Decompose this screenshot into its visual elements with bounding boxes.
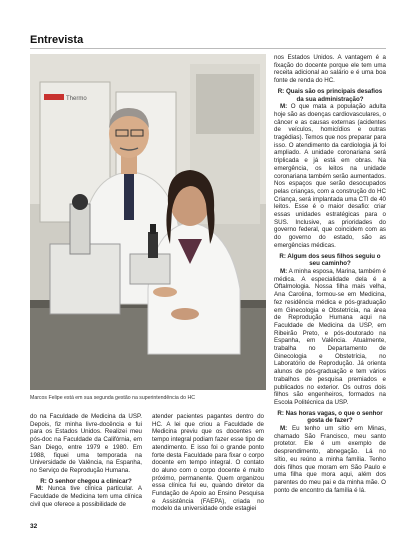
speaker-mark: M: [36,485,44,493]
interview-photo [30,54,266,390]
speaker-mark: M: [280,267,288,275]
answer-clinic [30,485,142,508]
section-label: Entrevista [30,34,84,46]
question-children: R: Algum dos seus filhos seguiu o seu caminho? [279,252,381,268]
speaker-mark: M: [280,103,288,111]
bottom-middle-column [152,413,264,513]
lab-scene-illustration [30,54,266,390]
answer-challenges [274,103,386,249]
answer-children [274,268,386,407]
photo-caption: Marcos Felipe está em sua segunda gestão na superintendência do HC [30,395,195,401]
right-column [274,54,386,494]
page-number: 32 [30,523,38,530]
answer-text: A minha esposa, Marina, também é médica. A especialidade dela é a Oftalmologia. Nossa filha mais velha, Ana Carolina, formou-se em Medicina, fez residência médica e pós-graduação em Ginecologia e Obstetrícia, na área de Reprodução Humana aqui na Faculdade de Medicina da USP, em Ribeirão Preto, e pós-doutorado na Espanha, em Valência. Atualmente, trabalha no Departamento de Ginecologia e Obstetrícia, no Laboratório de Reprodução. Já orienta alunos de pós-graduação e tem vários trabalhos de pesquisa premiados e publicados no exterior. Os outros dois filhos são engenheiros, formados na Escola Politécnica da USP. [274,267,386,406]
bottom-left-column [30,413,142,508]
speaker-mark: M: [280,425,288,433]
middle-column-text: atender pacientes pagantes dentro do HC. A lei que criou a Faculdade de Medicina previu que os docentes em tempo integral podiam fazer esse tipo de atendimento. E isso foi o grande ponto forte desta Faculdade para fixar o corpo docente em tempo integral. O contato do aluno com o corpo docente é muito próximo, permanente. Quem organizou essa clínica fui eu, quando diretor da Fundação de Apoio ao Ensino Pesquisa e Assistência (FAEPA), criada no modelo da universidade onde estagiei [152,413,264,513]
answer-text: Eu tenho um sítio em Minas, chamado São Francisco, meu santo protetor. Ele é um exemplo de desprendimento, abnegação. Lá no sítio, eu reúno a minha família. Tenho dois filhos que moram em São Paulo e uma filha que mora aqui, além dos parentes do meu pai e da minha mãe. O ponto de encontro da família é lá. [274,425,386,494]
right-column-intro: nos Estados Unidos. A vantagem é a fixação do docente porque ele tem uma receita adicional ao salário e é uma boa fonte de renda do HC. [274,54,386,85]
question-free-time: R: Nas horas vagas, o que o senhor gosta de fazer? [277,409,383,425]
question-challenges: R: Quais são os principais desafios da sua administração? [277,87,383,103]
section-divider [30,48,386,49]
question-clinic: R: O senhor chegou a clinicar? [40,477,132,485]
left-column-intro: do na Faculdade de Medicina da USP. Depois, fiz minha livre-docência e fui para os Estados Unidos. Realizei meu pós-doc na Faculdade da Califórnia, em San Diego, entre 1979 e 1980. Em 1988, fiquei uma temporada na Universidade de Valência, na Espanha, no Serviço de Reprodução Humana. [30,413,142,474]
answer-text: Nunca tive clínica particular. A Faculdade de Medicina tem uma clínica civil que oferece a possibilidade de [30,485,142,508]
answer-free-time [274,425,386,494]
equipment-label: Thermo [66,96,87,102]
answer-text: O que mata a população adulta hoje são as doenças cardiovasculares, o câncer e as causas externas (acidentes de veículos, homicídios e outras tragédias). Temos que nos preparar para isso. O atendimento da cardiologia já foi ampliado. A unidade coronariana será triplicada e já está em obras. Na emergência, os leitos na unidade coronariana também serão aumentados. Nos espaços que serão desocupados pelas crianças, com a construção do HC Criança, será implantada uma CTI de 40 leitos. Esse é o maior desafio: criar essas unidades estratégicas para o SUS. Inclusive, as prioridades do governo federal, que coincidem com as do governo do estado, são as emergências médicas. [274,103,387,249]
